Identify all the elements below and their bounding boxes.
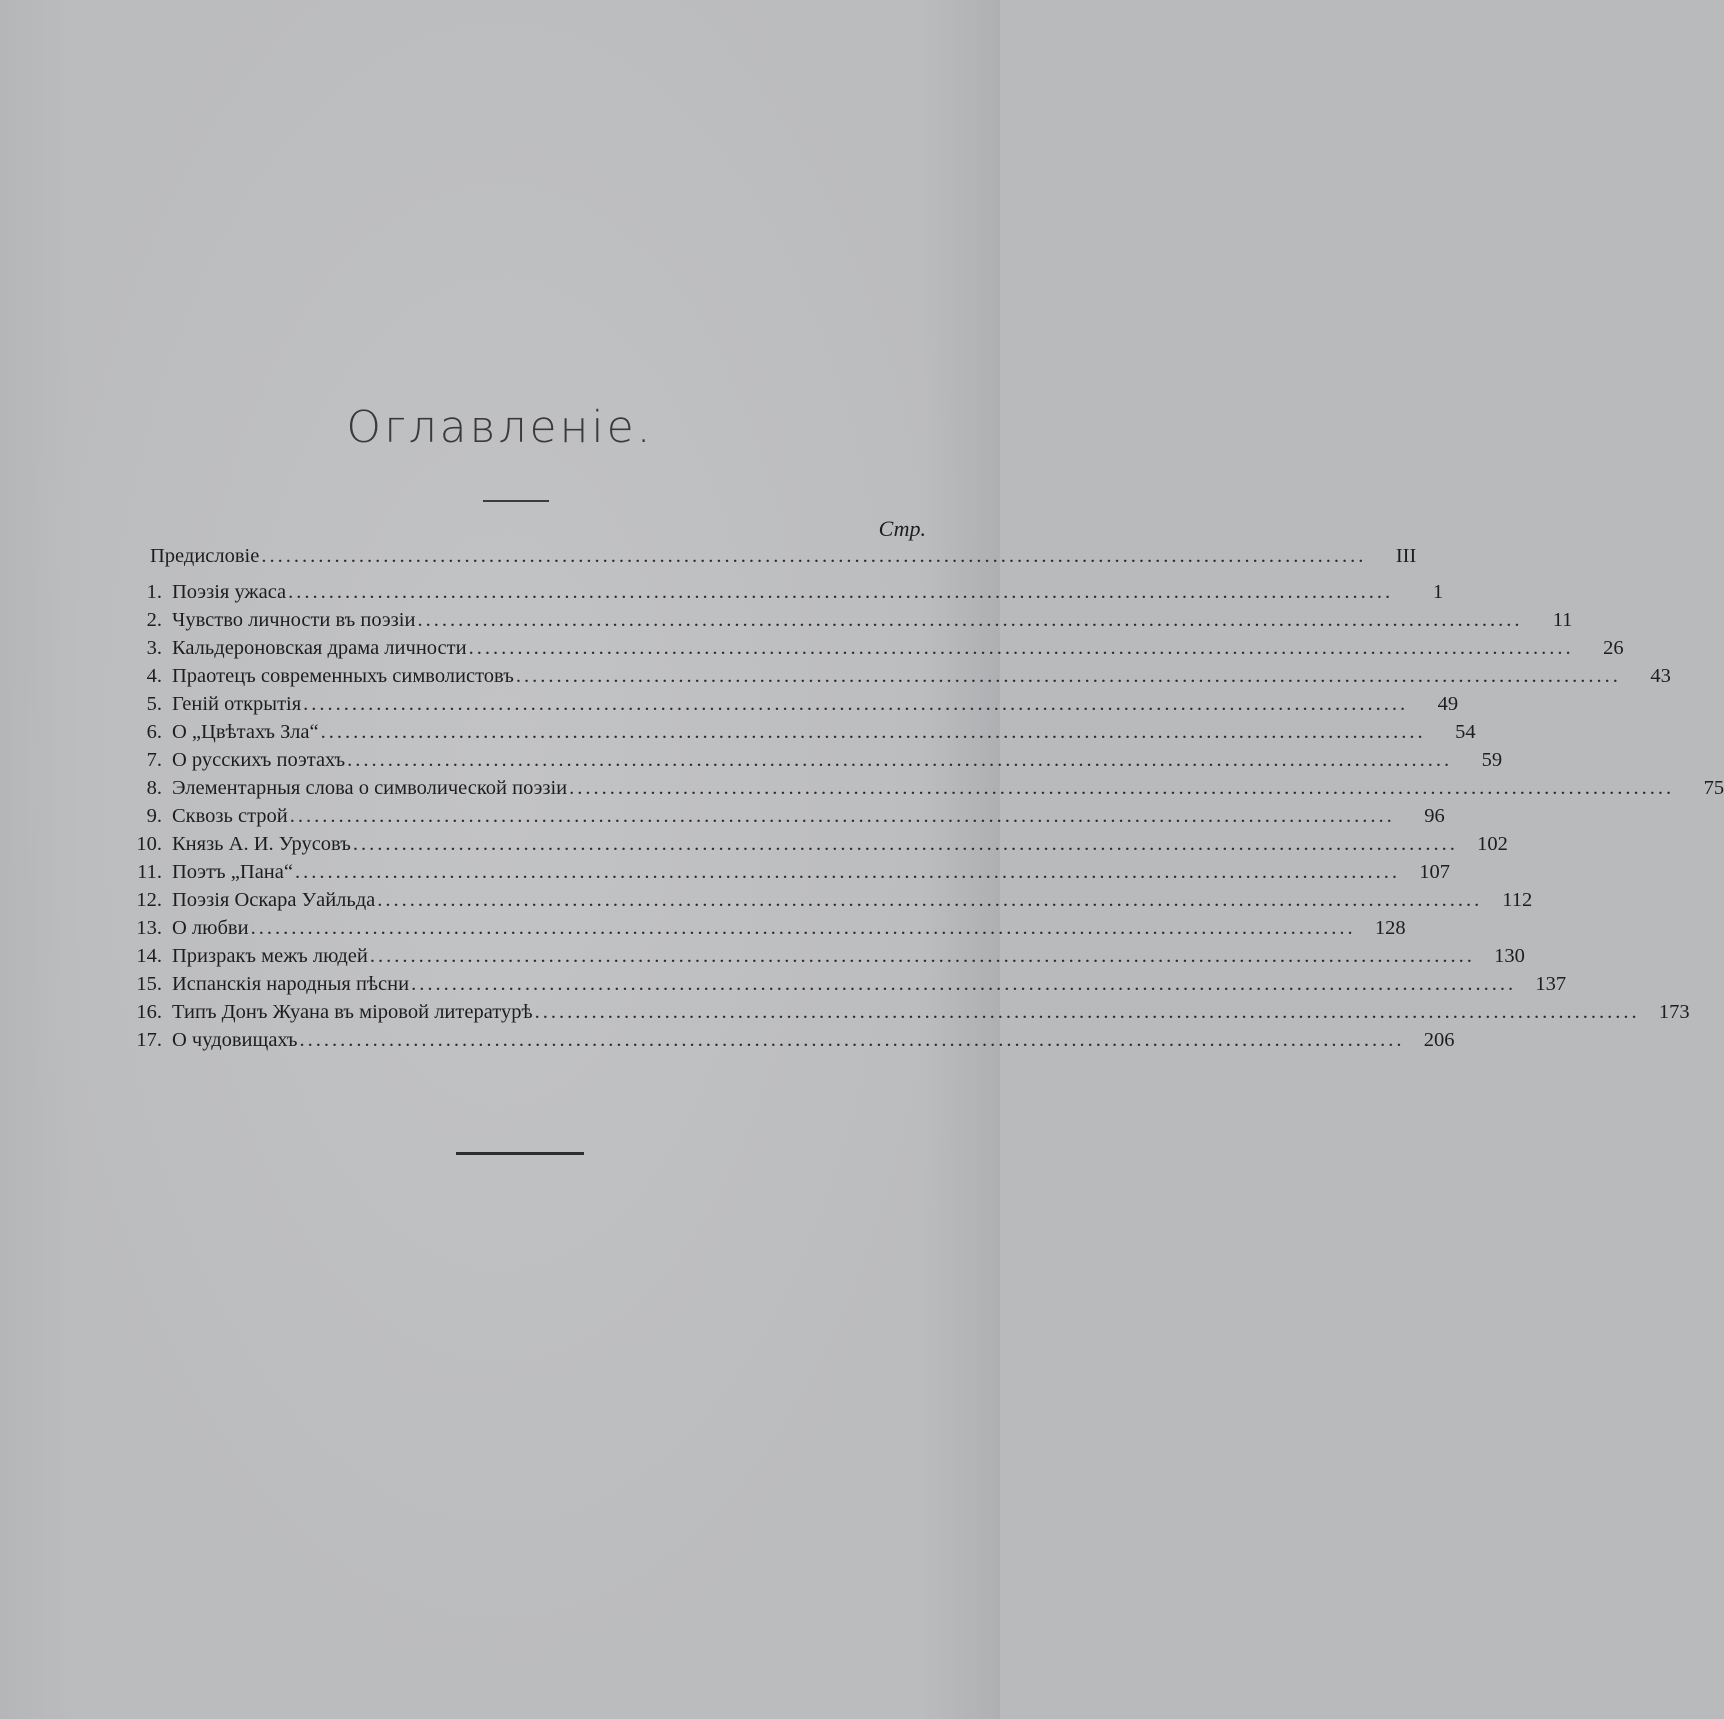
entry-page: 206 bbox=[1423, 1029, 1455, 1051]
toc-entry bbox=[120, 942, 1525, 970]
end-divider bbox=[456, 1152, 584, 1155]
dot-leader: ........................................................................................................................................ bbox=[417, 609, 1523, 631]
dot-leader: ........................................................................................................................................ bbox=[352, 833, 1458, 855]
dot-leader: ........................................................................................................................................ bbox=[303, 693, 1409, 715]
entry-title: Праотецъ современныхъ символистовъ bbox=[172, 665, 514, 687]
title-divider bbox=[483, 500, 549, 502]
entry-title: Кальдероновская драма личности bbox=[172, 637, 467, 659]
entry-page: 43 bbox=[1650, 665, 1671, 687]
toc-entry bbox=[120, 914, 1406, 942]
toc-entry bbox=[120, 634, 1624, 662]
entry-page: 102 bbox=[1477, 833, 1508, 855]
toc-entry bbox=[120, 774, 1724, 802]
entry-title: Поэтъ „Пана“ bbox=[172, 861, 293, 883]
entry-number: 12. bbox=[136, 889, 162, 911]
entry-title: О „Цвѣтахъ Зла“ bbox=[172, 721, 319, 743]
entry-number: 15. bbox=[136, 973, 162, 995]
entry-number: 11. bbox=[137, 861, 162, 883]
entry-page: 137 bbox=[1535, 973, 1567, 995]
toc-entry bbox=[120, 886, 1533, 914]
dot-leader: ........................................................................................................................................ bbox=[320, 721, 1426, 743]
entry-number: 5. bbox=[146, 693, 162, 715]
toc-entry bbox=[120, 746, 1503, 774]
entry-title: Призракъ межъ людей bbox=[172, 945, 368, 967]
entry-page: 49 bbox=[1437, 693, 1459, 715]
toc-entry bbox=[120, 858, 1450, 886]
entry-page: 59 bbox=[1481, 749, 1503, 771]
dot-leader: ........................................................................................................................................ bbox=[534, 1001, 1640, 1023]
entry-page: 173 bbox=[1658, 1001, 1690, 1023]
dot-leader: ........................................................................................................................................ bbox=[369, 945, 1475, 967]
entry-number: 9. bbox=[146, 805, 162, 827]
entry-title: Поэзія ужаса bbox=[172, 581, 287, 603]
entry-number: 17. bbox=[136, 1029, 162, 1051]
entry-page: 26 bbox=[1603, 637, 1624, 659]
entry-page: 11 bbox=[1552, 609, 1573, 631]
toc-entry bbox=[120, 578, 1444, 606]
entry-title: Испанскія народныя пѣсни bbox=[172, 973, 410, 995]
toc-entry bbox=[120, 1026, 1455, 1054]
entry-page: 107 bbox=[1419, 861, 1450, 883]
entry-number: 16. bbox=[136, 1001, 162, 1023]
entry-title: Князь А. И. Урусовъ bbox=[172, 833, 351, 855]
dot-leader: ........................................................................................................................................ bbox=[250, 917, 1356, 939]
entry-title: О чудовищахъ bbox=[172, 1029, 298, 1051]
toc-entry bbox=[120, 802, 1445, 830]
dot-leader: ........................................................................................................................................ bbox=[468, 637, 1574, 659]
entry-page: 54 bbox=[1455, 721, 1476, 743]
entry-page: 1 bbox=[1432, 581, 1444, 603]
entry-number: 2. bbox=[146, 609, 162, 631]
dot-leader: ........................................................................................................................................ bbox=[261, 545, 1367, 567]
entry-number: 13. bbox=[136, 917, 162, 939]
dot-leader: ........................................................................................................................................ bbox=[569, 777, 1675, 799]
entry-number: 6. bbox=[146, 721, 162, 743]
entry-title: Типъ Донъ Жуана въ міровой литературѣ bbox=[172, 1001, 533, 1023]
entry-page: 96 bbox=[1424, 805, 1445, 827]
entry-number: 8. bbox=[146, 777, 162, 799]
page-title: Оглавленіе. bbox=[346, 402, 654, 453]
toc-entry bbox=[120, 690, 1459, 718]
entry-number: 4. bbox=[146, 665, 162, 687]
entry-number: 3. bbox=[146, 637, 162, 659]
entry-number: 10. bbox=[136, 833, 162, 855]
toc-entry bbox=[120, 606, 1573, 634]
dot-leader: ........................................................................................................................................ bbox=[377, 889, 1483, 911]
pages-column-header: Стр. bbox=[878, 516, 926, 541]
entry-title: Геній открытія bbox=[172, 693, 302, 715]
entry-title: Элементарныя слова о символической поэзіи bbox=[172, 777, 568, 799]
entry-title: Поэзія Оскара Уайльда bbox=[172, 889, 376, 911]
entry-title: О русскихъ поэтахъ bbox=[172, 749, 346, 771]
entry-page: 112 bbox=[1502, 889, 1533, 911]
entry-page: 128 bbox=[1374, 917, 1406, 939]
table-of-contents bbox=[120, 516, 1724, 1054]
dot-leader: ........................................................................................................................................ bbox=[289, 805, 1395, 827]
entry-page: 130 bbox=[1494, 945, 1525, 967]
toc-entry bbox=[120, 830, 1508, 858]
toc-entry bbox=[120, 998, 1690, 1026]
dot-leader: ........................................................................................................................................ bbox=[411, 973, 1517, 995]
dot-leader: ........................................................................................................................................ bbox=[299, 1029, 1405, 1051]
dot-leader: ........................................................................................................................................ bbox=[515, 665, 1621, 687]
entry-title: Предисловіе bbox=[150, 545, 260, 567]
toc-entry-preface bbox=[120, 542, 1417, 570]
toc-entry bbox=[120, 662, 1671, 690]
dot-leader: ........................................................................................................................................ bbox=[294, 861, 1400, 883]
entry-title: Сквозь строй bbox=[172, 805, 288, 827]
entry-number: 14. bbox=[136, 945, 162, 967]
toc-entry bbox=[120, 970, 1567, 998]
entry-title: Чувство личности въ поэзіи bbox=[172, 609, 416, 631]
entry-page: III bbox=[1395, 545, 1417, 567]
dot-leader: ........................................................................................................................................ bbox=[347, 749, 1453, 771]
entry-number: 1. bbox=[146, 581, 162, 603]
entry-title: О любви bbox=[172, 917, 249, 939]
toc-entry bbox=[120, 718, 1476, 746]
entry-page: 75 bbox=[1703, 777, 1724, 799]
entry-number: 7. bbox=[146, 749, 162, 771]
dot-leader: ........................................................................................................................................ bbox=[288, 581, 1394, 603]
